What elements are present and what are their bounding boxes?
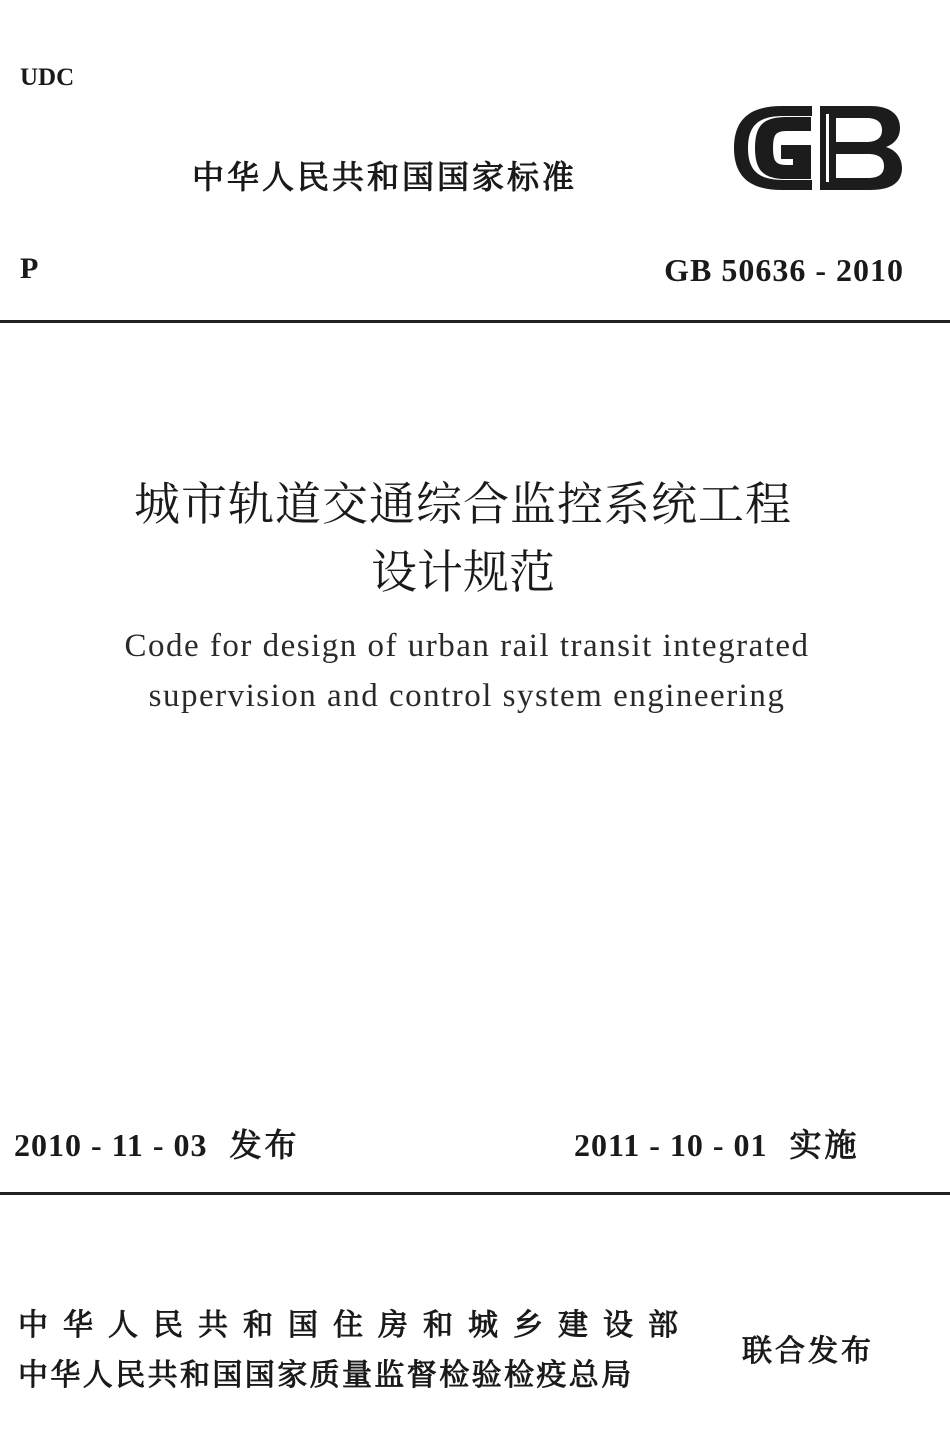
standard-type: 中华人民共和国国家标准 (192, 158, 578, 196)
header-divider (0, 320, 950, 323)
title-en-line1: Code for design of urban rail transit integrated (124, 628, 810, 664)
implement-date: 2011 - 10 - 01 (574, 1127, 768, 1163)
implement-date-block (574, 1120, 860, 1166)
standard-code: GB 50636 - 2010 (664, 252, 904, 288)
title-cn-line1: 城市轨道交通综合监控系统工程 (134, 477, 792, 531)
footer-divider (0, 1192, 950, 1195)
publisher-2: 中华人民共和国国家质量监督检验检疫总局 (18, 1358, 634, 1393)
title-en-line2: supervision and control system engineering (148, 678, 786, 714)
publisher-1: 中华人民共和国住房和城乡建设部 (18, 1308, 693, 1343)
issue-date: 2010 - 11 - 03 (14, 1127, 208, 1163)
issue-date-block (14, 1120, 300, 1166)
classification-letter: P (20, 252, 39, 285)
implement-label: 实施 (789, 1126, 860, 1164)
joint-publish-label: 联合发布 (742, 1334, 874, 1369)
issue-label: 发布 (229, 1126, 300, 1164)
gb-logo (726, 102, 906, 194)
title-cn-line2: 设计规范 (371, 545, 555, 599)
udc-label: UDC (20, 64, 75, 91)
